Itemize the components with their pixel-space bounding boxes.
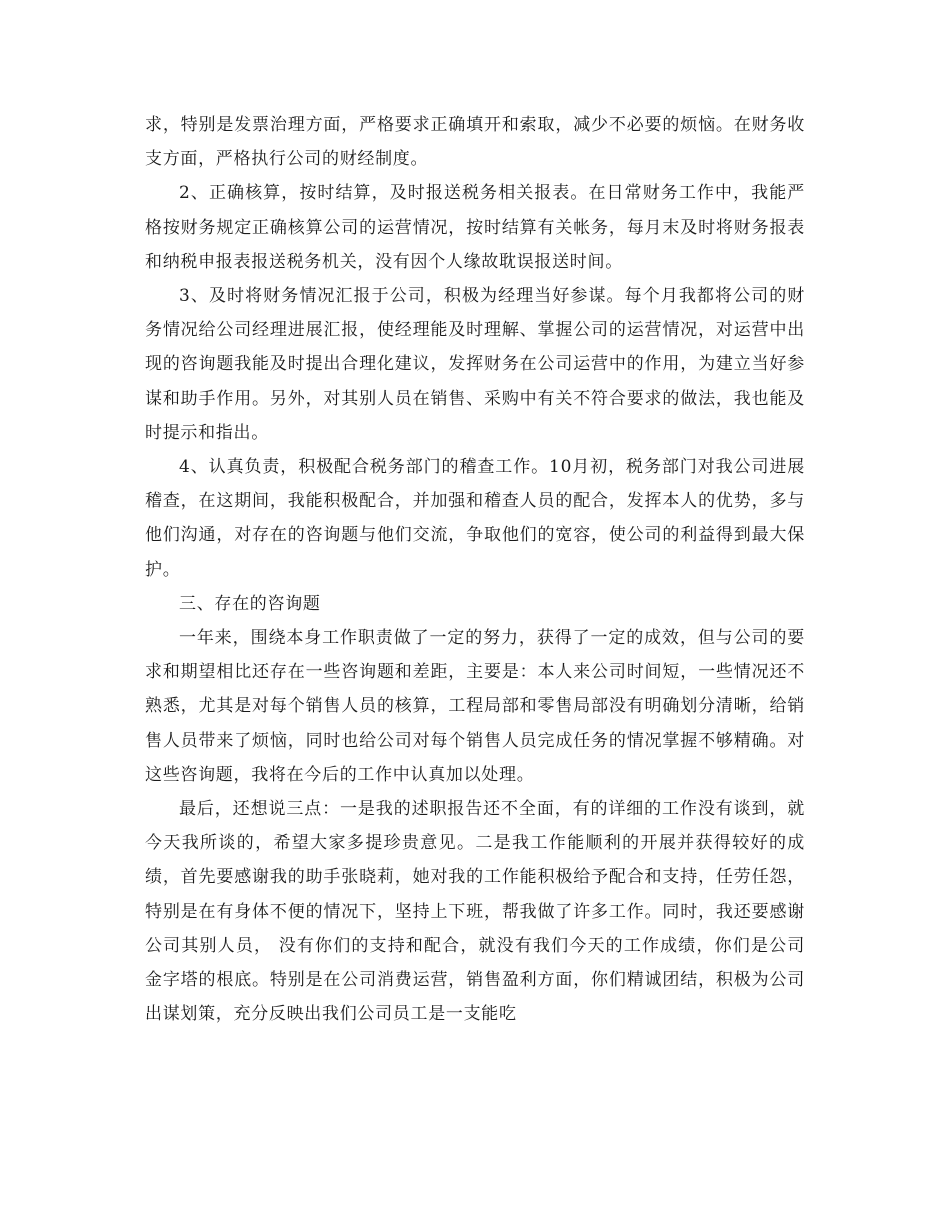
paragraph-continuation: 求，特别是发票治理方面，严格要求正确填开和索取，减少不必要的烦恼。在财务收支方面，严格执行公司的财经制度。 [145,115,805,170]
section-heading: 三、存在的咨询题 [179,593,321,614]
paragraph-item-2: 2、正确核算，按时结算，及时报送税务相关报表。在日常财务工作中，我能严格按财务规定正确核算公司的运营情况，按时结算有关帐务，每月末及时将财务报表和纳税申报表报送税务机关，没有因个人缘故耽误报送时间。 [145,183,805,272]
document-body [145,108,805,1031]
paragraph-item-4: 4、认真负责，积极配合税务部门的稽查工作。10月初，税务部门对我公司进展稽查，在这期间，我能积极配合，并加强和稽查人员的配合，发挥本人的优势，多与他们沟通，对存在的咨询题与他们交流，争取他们的宽容，使公司的利益得到最大保护。 [145,457,805,580]
paragraph-item-3: 3、及时将财务情况汇报于公司，积极为经理当好参谋。每个月我都将公司的财务情况给公司经理进展汇报，使经理能及时理解、掌握公司的运营情况，对运营中出现的咨询题我能及时提出合理化建议，发挥财务在公司运营中的作用，为建立当好参谋和助手作用。另外，对其别人员在销售、采购中有关不符合要求的做法，我也能及时提示和指出。 [145,286,805,443]
paragraph-problems: 一年来，围绕本身工作职责做了一定的努力，获得了一定的成效，但与公司的要求和期望相比还存在一些咨询题和差距，主要是：本人来公司时间短，一些情况还不熟悉，尤其是对每个销售人员的核算，工程局部和零售局部没有明确划分清晰，给销售人员带来了烦恼，同时也给公司对每个销售人员完成任务的情况掌握不够精确。对这些咨询题，我将在今后的工作中认真加以处理。 [145,628,805,785]
paragraph-closing: 最后，还想说三点：一是我的述职报告还不全面，有的详细的工作没有谈到，就今天我所谈的，希望大家多提珍贵意见。二是我工作能顺利的开展并获得较好的成绩，首先要感谢我的助手张晓莉，她对我的工作能积极给予配合和支持，任劳任怨，特别是在有身体不便的情况下，坚持上下班，帮我做了许多工作。同时，我还要感谢公司其别人员， 没有你们的支持和配合，就没有我们今天的工作成绩，你们是公司金字塔的根底。特别是在公司消费运营，销售盈利方面，你们精诚团结，积极为公司出谋划策，充分反映出我们公司员工是一支能吃 [145,799,805,1025]
